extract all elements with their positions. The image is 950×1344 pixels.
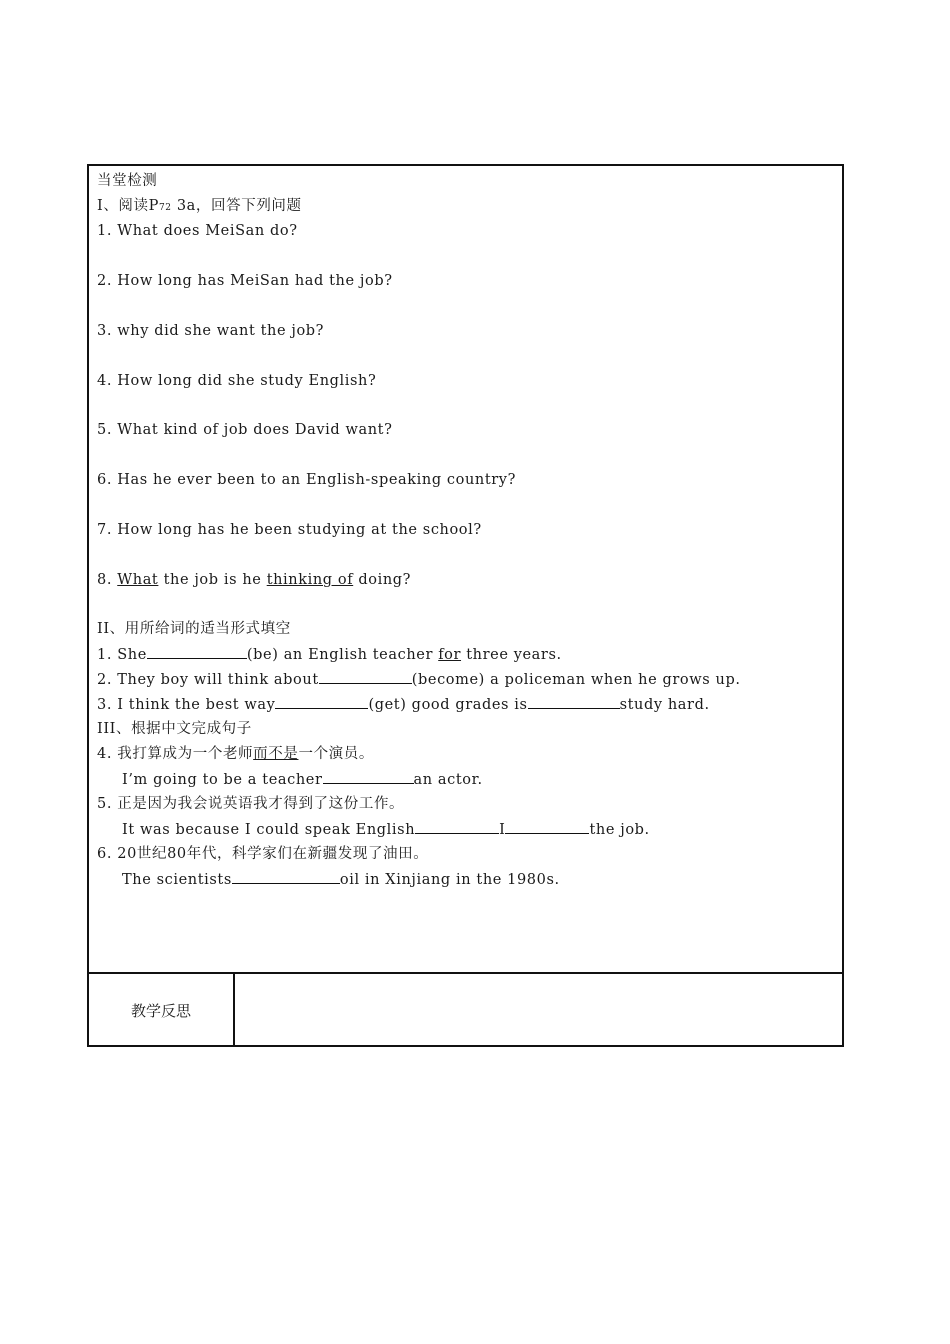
question-5: 5. What kind of job does David want?: [97, 422, 393, 438]
answer-blank[interactable]: [319, 670, 412, 684]
translate-item-5-cn: 5. 正是因为我会说英语我才得到了这份工作。: [97, 796, 405, 812]
reflection-label: 教学反思: [89, 974, 235, 1047]
answer-blank[interactable]: [415, 820, 499, 834]
translate-item-5-en: It was because I could speak English I the job.: [122, 822, 650, 838]
translate-item-4-en: I’m going to be a teacher an actor.: [122, 772, 483, 788]
fill-item-2: 2. They boy will think about (become) a policeman when he grows up.: [97, 672, 741, 688]
translate-item-6-en: The scientists oil in Xinjiang in the 1980s.: [122, 872, 560, 888]
fill-item-1: 1. She (be) an English teacher for three years.: [97, 647, 562, 663]
answer-blank[interactable]: [505, 820, 589, 834]
answer-blank[interactable]: [275, 695, 368, 709]
translate-item-4-cn: 4. 我打算成为一个老师而不是一个演员。: [97, 746, 374, 762]
part3-heading: III、根据中文完成句子: [97, 721, 252, 737]
section-title: 当堂检测: [97, 173, 158, 189]
reflection-area[interactable]: [235, 974, 842, 1047]
question-4: 4. How long did she study English?: [97, 373, 377, 389]
part2-heading: II、用所给词的适当形式填空: [97, 621, 291, 637]
question-2: 2. How long has MeiSan had the job?: [97, 273, 393, 289]
question-8: 8. What the job is he thinking of doing?: [97, 572, 412, 588]
answer-blank[interactable]: [232, 870, 340, 884]
question-3: 3. why did she want the job?: [97, 323, 325, 339]
fill-item-3: 3. I think the best way (get) good grades is study hard.: [97, 697, 710, 713]
question-7: 7. How long has he been studying at the school?: [97, 522, 482, 538]
worksheet-table: [87, 164, 844, 1047]
quiz-section: [89, 166, 842, 974]
answer-blank[interactable]: [323, 770, 414, 784]
translate-item-6-cn: 6. 20世纪80年代，科学家们在新疆发现了油田。: [97, 846, 429, 862]
question-1: 1. What does MeiSan do?: [97, 223, 298, 239]
part1-heading: I、阅读P72 3a，回答下列问题: [97, 198, 302, 214]
answer-blank[interactable]: [147, 645, 247, 659]
question-6: 6. Has he ever been to an English-speaking country?: [97, 472, 516, 488]
answer-blank[interactable]: [528, 695, 620, 709]
